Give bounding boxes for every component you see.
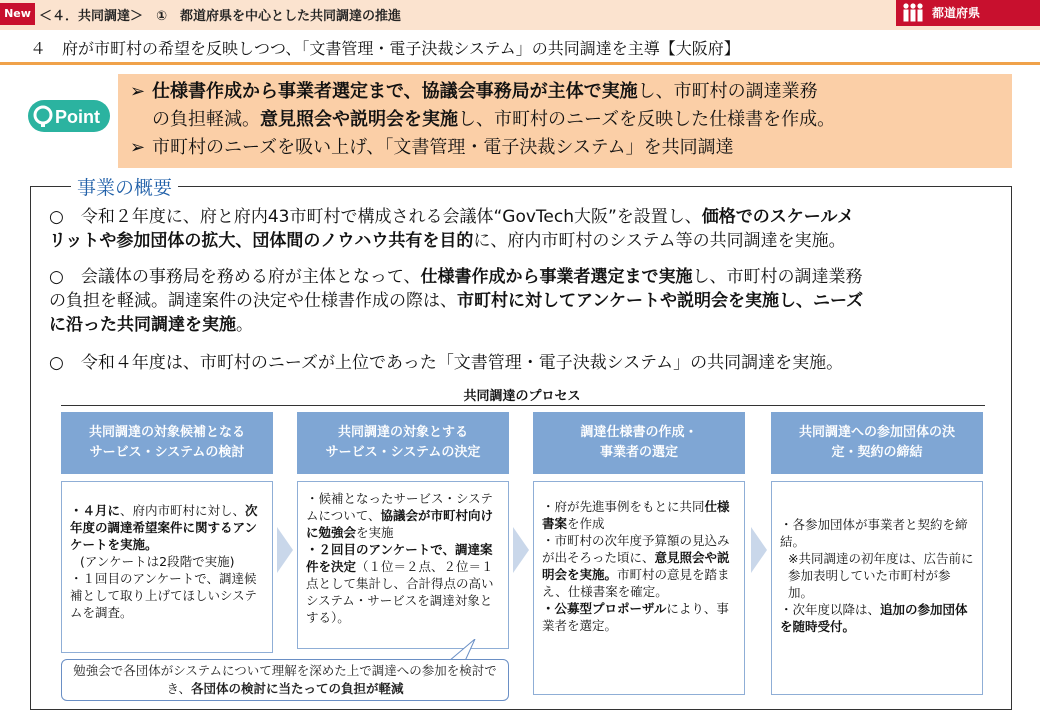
step-3-para-3: ・公募型プロポーザルにより、事業者を選定。 xyxy=(542,601,729,633)
step-3-head-line-2: 事業者の選定 xyxy=(599,445,678,460)
step-1-head-line-2: サービス・システムの検討 xyxy=(89,445,245,460)
process-step-1-header xyxy=(61,412,273,474)
overview-item-2-c: し、市町村の調達業務 xyxy=(692,267,863,287)
page-title: ４ 府が市町村の希望を反映しつつ、「文書管理・電子決裁システム」の共同調達を主導【大阪府】 xyxy=(30,39,740,58)
overview-item-2-a: ○ 会議体の事務局を務める府が主体となって、 xyxy=(49,267,421,287)
study-session-callout xyxy=(61,659,509,701)
overview-item-2-e1: 市町村に対してアンケートや説明会を実施し、ニーズ xyxy=(457,291,864,311)
process-step-1-body xyxy=(61,481,273,653)
title-underline xyxy=(0,62,1040,65)
overview-item-2-b: 仕様書作成から事業者選定まで実施 xyxy=(420,267,693,287)
overview-item-1 xyxy=(49,205,999,253)
process-rule xyxy=(61,405,985,406)
point-bulb-icon xyxy=(28,98,110,134)
process-title: 共同調達のプロセス xyxy=(463,389,581,404)
process-step-3-header xyxy=(533,412,745,474)
step-arrow-icon xyxy=(277,527,293,573)
step-4-head-line-2: 定・契約の締結 xyxy=(831,445,923,460)
callout-text: 勉強会で各団体がシステムについて理解を深めた上で調達への参加を検討でき、 xyxy=(73,663,497,696)
new-badge: New xyxy=(0,3,35,25)
callout-bold-text: 各団体の検討に当たっての負担が軽減 xyxy=(191,681,404,696)
point-line-3-text: 市町村のニーズを吸い上げ、「文書管理・電子決裁システム」を共同調達 xyxy=(152,137,734,158)
point-line-1 xyxy=(130,78,1000,106)
step-3-para-1: ・府が先進事例をもとに共同仕様書案を作成 xyxy=(542,499,730,531)
point-line-2 xyxy=(130,106,1000,134)
step-1-para-1: ・４月に、府内市町村に対し、次年度の調達希望案件に関するアンケートを実施。 xyxy=(70,503,258,552)
step-arrow-icon xyxy=(751,527,767,573)
process-step-3-body xyxy=(533,481,745,695)
step-1-para-2: ・１回目のアンケートで、調達候補として取り上げてほしいシステムを調査。 xyxy=(70,571,257,620)
overview-section xyxy=(30,177,1012,710)
step-3-para-2: ・市町村の次年度予算額の見込みが出そろった頃に、意見照会や説明会を実施。市町村の意見を踏まえ、仕様書案を確定。 xyxy=(542,533,730,599)
step-3-head-line-1: 調達仕様書の作成・ xyxy=(580,425,698,440)
overview-item-1-b1: 価格でのスケールメ xyxy=(701,207,854,227)
prefecture-label: 都道府県 xyxy=(932,6,981,20)
people-icon xyxy=(901,2,925,24)
step-4-para-3: ・次年度以降は、追加の参加団体を随時受付。 xyxy=(780,602,968,634)
section-title: ＜４．共同調達＞ ① 都道府県を中心とした共同調達の推進 xyxy=(39,9,402,24)
point-line-2-rest: し、市町村のニーズを反映した仕様書を作成。 xyxy=(458,109,836,130)
arrow-bullet-icon: ➢ xyxy=(130,81,146,102)
step-4-para-1: ・各参加団体が事業者と契約を締結。 xyxy=(780,517,968,549)
point-line-2-bold: 意見照会や説明会を実施 xyxy=(260,109,458,130)
overview-item-3: ○ 令和４年度は、市町村のニーズが上位であった「文書管理・電子決裁システム」の共同調達を実施。 xyxy=(49,353,844,373)
process-step-4-header xyxy=(771,412,983,474)
point-line-3 xyxy=(130,134,1000,162)
point-summary-box xyxy=(118,74,1012,168)
prefecture-tag xyxy=(896,0,1040,26)
point-line-1-bold: 仕様書作成から事業者選定まで、協議会事務局が主体で実施 xyxy=(152,81,638,102)
overview-item-1-c: に、府内市町村のシステム等の共同調達を実施。 xyxy=(473,231,846,251)
step-2-head-line-2: サービス・システムの決定 xyxy=(325,445,481,460)
step-4-head-line-1: 共同調達への参加団体の決 xyxy=(798,425,955,440)
point-line-1-rest: し、市町村の調達業務 xyxy=(637,81,818,102)
step-2-para-2: ・２回目のアンケートで、調達案件を決定（１位＝２点、２位＝１点として集計し、合計得点の高いシステム・サービスを調達対象とする）。 xyxy=(306,542,494,625)
process-step-2-header xyxy=(297,412,509,474)
overview-item-2-d: の負担を軽減。調達案件の決定や仕様書作成の際は、 xyxy=(49,291,457,311)
step-2-head-line-1: 共同調達の対象とする xyxy=(337,425,468,440)
process-step-2-body xyxy=(297,481,509,649)
point-logo-text: Point xyxy=(55,107,100,127)
overview-item-1-a: ○ 令和２年度に、府と府内43市町村で構成される会議体“GovTech大阪”を設置し、 xyxy=(49,207,702,227)
point-line-2-a: の負担軽減。 xyxy=(152,109,260,130)
step-1-head-line-1: 共同調達の対象候補となる xyxy=(88,425,245,440)
overview-item-2-f: 。 xyxy=(236,315,253,335)
process-step-4-body xyxy=(771,481,983,695)
overview-item-2 xyxy=(49,265,999,337)
step-1-note: (アンケートは2段階で実施) xyxy=(80,554,235,569)
step-4-para-2: ※共同調達の初年度は、広告前に参加表明していた市町村が参加。 xyxy=(788,551,974,600)
top-header-bar xyxy=(0,0,1040,30)
step-2-para-1: ・候補となったサービス・システムについて、協議会が市町村向けに勉強会を実施 xyxy=(306,491,494,540)
overview-item-1-b2: リットや参加団体の拡大、団体間のノウハウ共有を目的 xyxy=(49,231,474,251)
step-arrow-icon xyxy=(513,527,529,573)
callout-tail xyxy=(447,639,477,661)
overview-title: 事業の概要 xyxy=(71,173,178,200)
overview-item-2-e2: に沿った共同調達を実施 xyxy=(49,315,236,335)
arrow-bullet-icon: ➢ xyxy=(130,137,146,158)
